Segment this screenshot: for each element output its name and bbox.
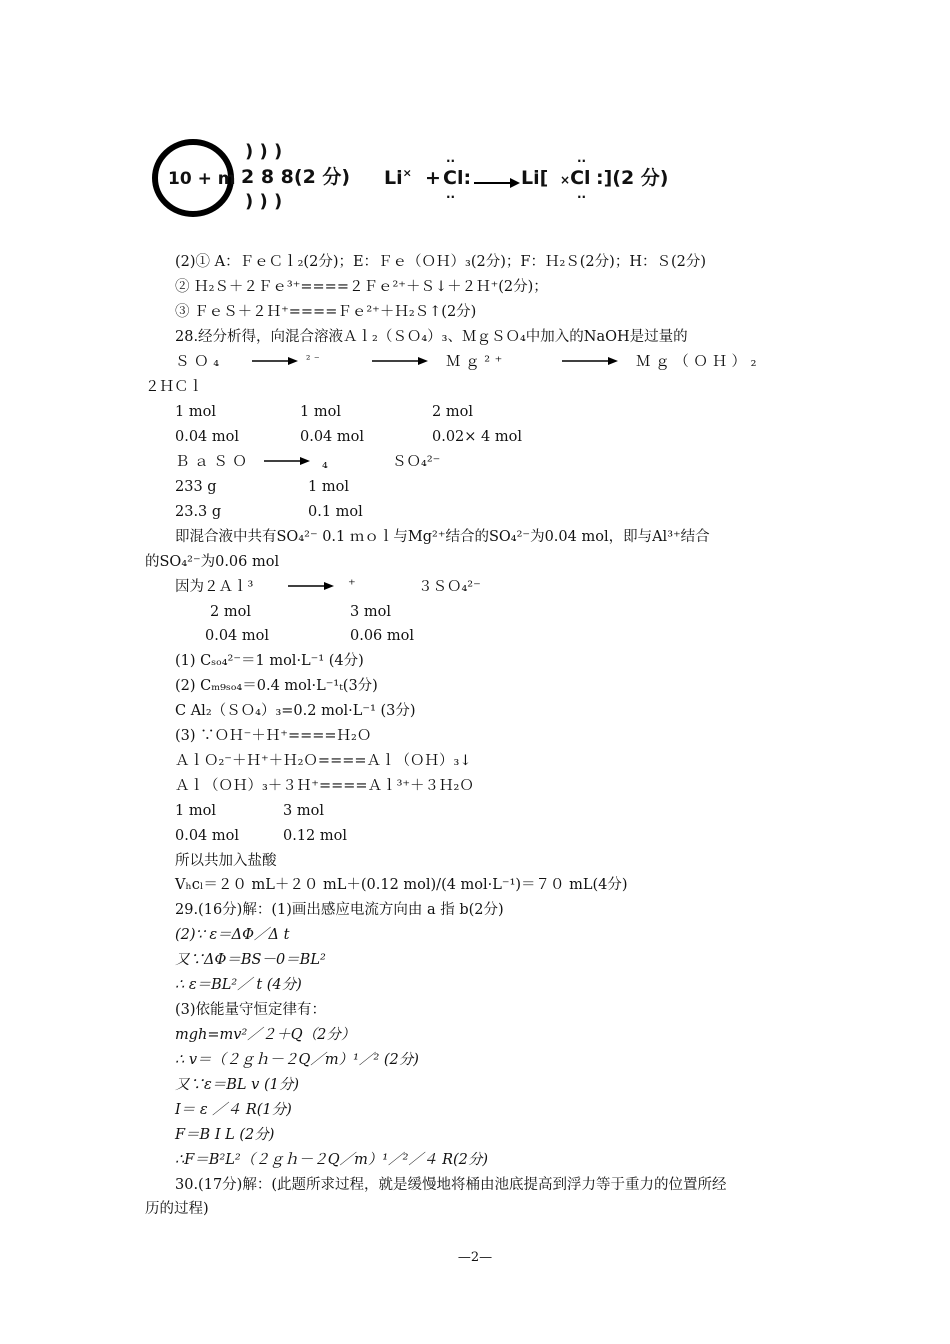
- arrow-icon: [562, 356, 618, 366]
- text-line: 30.(17分)解：(此题所求过程，就是缓慢地将桶由池底提高到浮力等于重力的位置所经: [175, 1177, 727, 1193]
- text-line: 1 mol: [300, 404, 341, 420]
- text-line: Ｍ ｇ ² ⁺: [446, 354, 503, 370]
- text-line: ２ＨＣｌ: [145, 379, 203, 395]
- text-line: ③ ＦｅＳ＋２Ｈ⁺====Ｆｅ²⁺＋Ｈ₂Ｓ↑(2分): [175, 304, 477, 320]
- text-line: 3 mol: [350, 604, 391, 620]
- text-line: (3) ∵ＯＨ⁻＋Ｈ⁺====Ｈ₂Ｏ: [175, 728, 372, 744]
- li-atom: Li×: [384, 166, 412, 189]
- nucleus-label: 10 + m: [168, 169, 236, 189]
- text-line: 所以共加入盐酸: [175, 853, 277, 869]
- cl-atom: Cl:: [443, 167, 472, 189]
- text-line: 的SO₄²⁻为0.06 mol: [145, 554, 280, 570]
- reaction-arrow: [474, 177, 520, 189]
- text-line: 29.(16分)解：(1)画出感应电流方向由 a 指 b(2分): [175, 902, 504, 918]
- arrow-icon: [252, 356, 298, 366]
- text-line: 28.经分析得，向混合溶液Ａｌ₂（ＳＯ₄）₃、ＭｇＳＯ₄中加入的NaOH是过量的: [175, 329, 688, 345]
- text-line: 0.02× 4 mol: [432, 429, 522, 445]
- text-line: ₄: [322, 456, 328, 472]
- text-line: 0.04 mol: [175, 429, 240, 445]
- text-line: 3 mol: [283, 803, 324, 819]
- text-line: ² ⁻: [306, 353, 320, 366]
- text-line: Ｂ ａ Ｓ Ｏ: [175, 454, 247, 470]
- text-line: 1 mol: [308, 479, 349, 495]
- text-line: F＝B I L (2分): [175, 1127, 275, 1143]
- text-line: 2 mol: [432, 404, 473, 420]
- arrow-icon: [372, 356, 428, 366]
- cl-ion: ×Cl: [560, 167, 591, 189]
- text-line: 0.06 mol: [350, 628, 415, 644]
- cl-ion-dots-bottom: ··: [577, 190, 587, 204]
- text-line: mgh=mv²／２＋Q（2分）: [175, 1027, 356, 1043]
- text-line: ∴F＝B²L²（２ｇｈ－２Q／m）¹／²／４ R(2分): [175, 1152, 489, 1168]
- arrow-icon: [264, 456, 310, 466]
- text-line: Ｓ Ｏ ₄: [175, 354, 220, 370]
- text-line: ∴ v＝（２ｇｈ－２Q／m）¹／² (2分): [175, 1052, 419, 1068]
- text-line: (3)依能量守恒定律有：: [175, 1002, 327, 1018]
- text-line: 2 mol: [210, 604, 251, 620]
- text-line: 0.12 mol: [283, 828, 348, 844]
- arrow-icon: [288, 581, 334, 591]
- li-ion: Li[: [521, 167, 549, 189]
- cl-ion-dots-top: ··: [577, 154, 587, 168]
- text-line: ＳＯ₄²⁻: [392, 454, 441, 470]
- text-line: (2)① A：ＦｅＣｌ₂(2分)；E：Ｆｅ（ＯＨ）₃(2分)；F：Ｈ₂Ｓ(2分)；H：Ｓ(2分): [175, 254, 707, 270]
- text-line: 1 mol: [175, 404, 216, 420]
- text-line: Ｍ ｇ （ Ｏ Ｈ ） ₂: [636, 354, 757, 370]
- page-number: —2—: [457, 1250, 493, 1265]
- text-line: 23.3 g: [175, 504, 222, 520]
- text-line: C Al₂（ＳＯ₄）₃=0.2 mol·L⁻¹ (3分): [175, 703, 416, 719]
- electron-config: 2 8 8(2 分): [241, 166, 351, 188]
- text-line: 1 mol: [175, 803, 216, 819]
- text-line: Ａｌ（ＯＨ）₃＋３Ｈ⁺====Ａｌ³⁺＋３Ｈ₂Ｏ: [175, 778, 474, 794]
- text-line: (1) Cₛₒ₄²⁻＝1 mol·L⁻¹ (4分): [175, 653, 364, 669]
- text-line: ② Ｈ₂Ｓ＋２Ｆｅ³⁺====２Ｆｅ²⁺＋Ｓ↓＋２Ｈ⁺(2分)；: [175, 279, 548, 295]
- text-line: 因为２Ａｌ³: [175, 579, 254, 595]
- cl-dots-bottom: ··: [446, 190, 456, 204]
- text-line: 又∵ΔΦ＝BS－0＝BL²: [175, 952, 326, 968]
- text-line: 又∵ε＝BL v (1分): [175, 1077, 300, 1093]
- text-line: 0.04 mol: [175, 828, 240, 844]
- text-line: 233 g: [175, 479, 217, 495]
- text-line: (2)∵ ε＝ΔΦ／Δ t: [175, 927, 290, 943]
- shell-arcs-top: ) ) ): [245, 141, 283, 162]
- shell-arcs-bottom: ) ) ): [245, 191, 283, 212]
- text-line: 0.04 mol: [205, 628, 270, 644]
- text-line: ３ＳＯ₄²⁻: [418, 579, 481, 595]
- text-line: ∴ ε＝BL²／ t (4分): [175, 977, 302, 993]
- text-line: 0.1 mol: [308, 504, 363, 520]
- text-line: (2) Cₘ₉ₛₒ₄＝0.4 mol·L⁻¹ₜ(3分): [175, 678, 378, 694]
- cl-dots-top: ··: [446, 154, 456, 168]
- text-line: I＝ ε ／４ R(1分): [175, 1102, 292, 1118]
- text-line: 即混合液中共有SO₄²⁻ 0.1 ｍｏｌ与Mg²⁺结合的SO₄²⁻为0.04 mol，即与Al³⁺结合: [175, 529, 710, 545]
- text-line: 0.04 mol: [300, 429, 365, 445]
- plus-sign: +: [425, 167, 441, 189]
- bracket-close: :](2 分): [596, 167, 669, 189]
- text-line: 历的过程): [145, 1201, 209, 1217]
- text-line: ＡｌＯ₂⁻＋Ｈ⁺＋Ｈ₂Ｏ====Ａｌ（ＯＨ）₃↓: [175, 753, 472, 769]
- text-line: Vₕcₗ＝２０ mL＋２０ mL＋(0.12 mol)/(4 mol·L⁻¹)＝７０ mL(4分): [175, 877, 628, 893]
- text-line: ⁺: [348, 577, 356, 593]
